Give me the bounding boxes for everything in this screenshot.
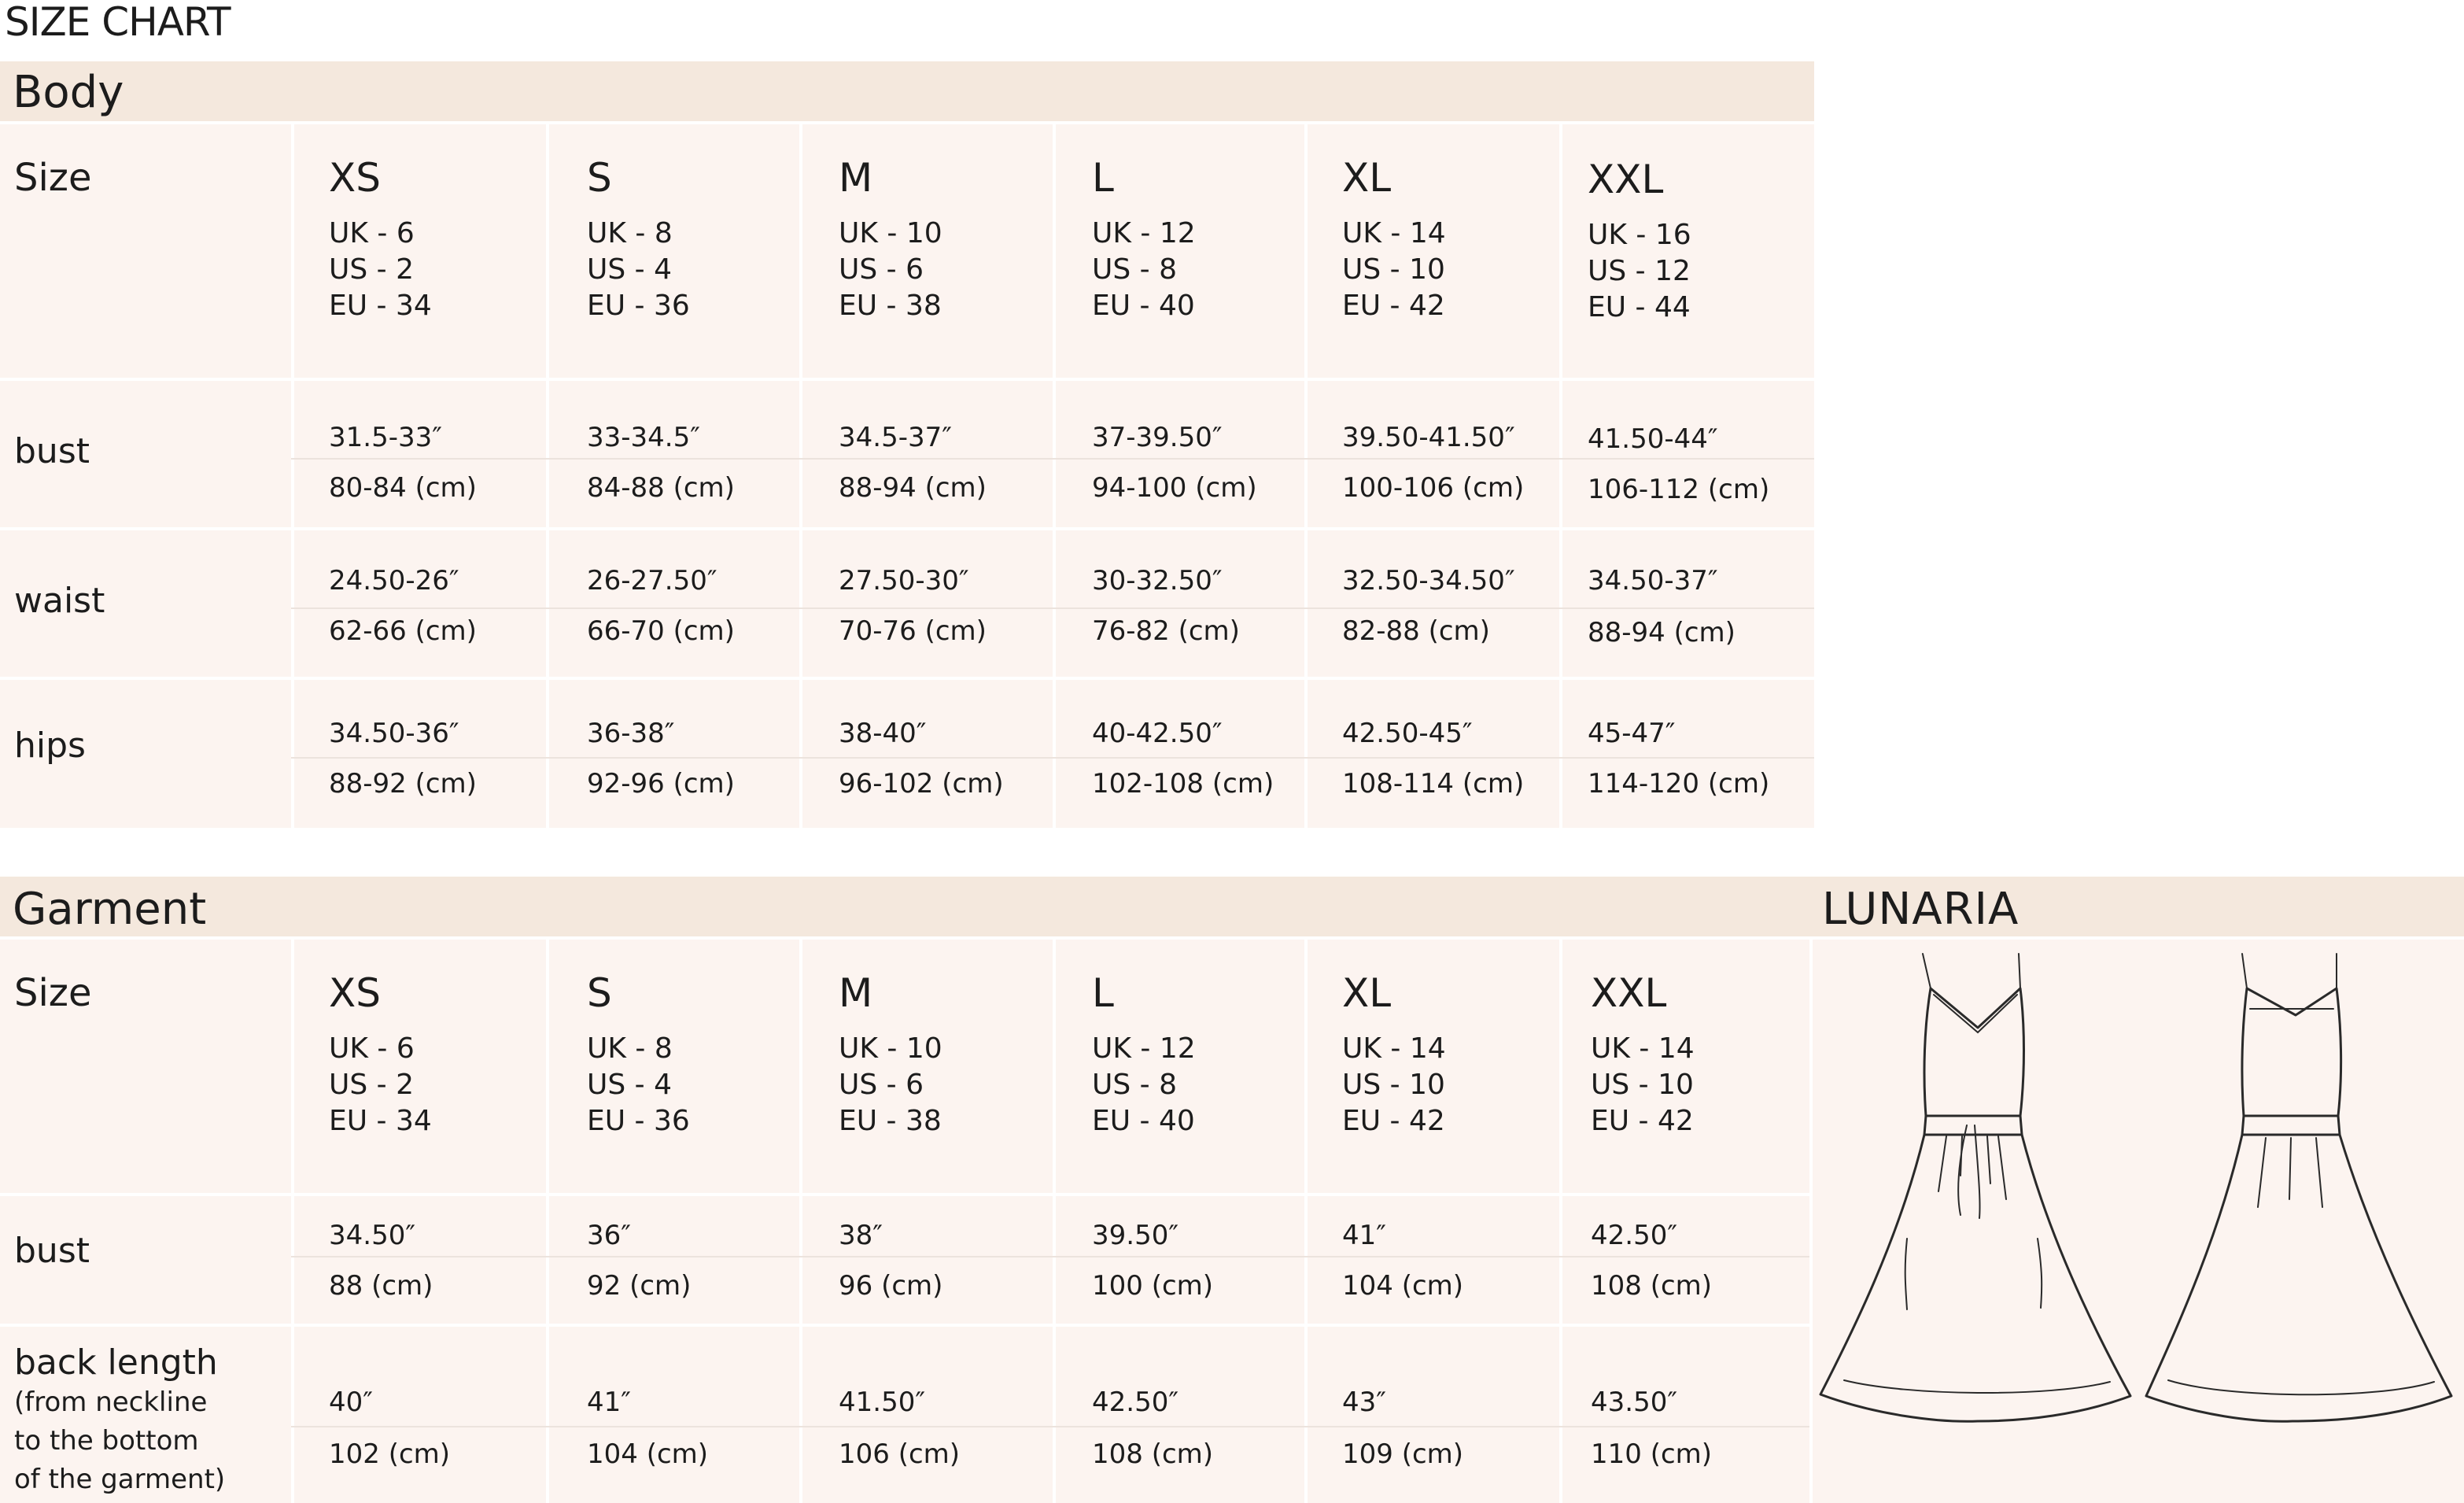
value-inches: 34.50″ bbox=[329, 1220, 416, 1251]
value-inches: 45-47″ bbox=[1588, 718, 1676, 749]
garment-size-label: Size bbox=[14, 971, 92, 1015]
value-cm: 80-84 (cm) bbox=[329, 472, 477, 504]
value-inches: 27.50-30″ bbox=[839, 565, 969, 596]
value-cm: 82-88 (cm) bbox=[1342, 615, 1490, 647]
value-cm: 96-102 (cm) bbox=[839, 768, 1004, 800]
body-size-col-xs bbox=[329, 156, 432, 324]
size-conversion: UK - 6 US - 2 EU - 34 bbox=[329, 217, 432, 322]
value-inches: 41.50-44″ bbox=[1588, 423, 1718, 455]
value-inches: 33-34.5″ bbox=[587, 422, 700, 453]
value-inches: 32.50-34.50″ bbox=[1342, 565, 1515, 596]
value-cm: 108-114 (cm) bbox=[1342, 768, 1525, 800]
value-inches: 39.50″ bbox=[1092, 1220, 1179, 1251]
value-inches: 39.50-41.50″ bbox=[1342, 422, 1515, 453]
value-cm: 110 (cm) bbox=[1591, 1438, 1713, 1470]
value-cm: 102 (cm) bbox=[329, 1438, 451, 1470]
row-label-waist: waist bbox=[14, 581, 105, 621]
value-cm: 84-88 (cm) bbox=[587, 472, 735, 504]
value-inches: 40″ bbox=[329, 1387, 373, 1418]
size-code: XS bbox=[329, 155, 381, 201]
row-label-bust: bust bbox=[14, 1231, 90, 1271]
size-code: XXL bbox=[1591, 970, 1667, 1016]
value-inches: 38″ bbox=[839, 1220, 883, 1251]
value-cm: 92 (cm) bbox=[587, 1270, 692, 1302]
row-label-hips: hips bbox=[14, 726, 86, 766]
value-inches: 37-39.50″ bbox=[1092, 422, 1223, 453]
value-cm: 108 (cm) bbox=[1591, 1270, 1713, 1302]
value-cm: 76-82 (cm) bbox=[1092, 615, 1240, 647]
row-label-note: (from neckline to the bottom of the garment) bbox=[14, 1387, 226, 1495]
value-inches: 38-40″ bbox=[839, 718, 927, 749]
size-conversion: UK - 14 US - 10 EU - 42 bbox=[1591, 1032, 1695, 1137]
value-cm: 100 (cm) bbox=[1092, 1270, 1214, 1302]
body-size-col-m bbox=[839, 156, 942, 324]
value-inches: 34.50-37″ bbox=[1588, 565, 1718, 596]
body-size-label: Size bbox=[14, 156, 92, 200]
value-cm: 96 (cm) bbox=[839, 1270, 943, 1302]
size-conversion: UK - 10 US - 6 EU - 38 bbox=[839, 217, 942, 322]
value-cm: 70-76 (cm) bbox=[839, 615, 987, 647]
value-cm: 109 (cm) bbox=[1342, 1438, 1464, 1470]
value-cm: 106-112 (cm) bbox=[1588, 474, 1770, 505]
size-code: L bbox=[1092, 155, 1114, 201]
size-conversion: UK - 14 US - 10 EU - 42 bbox=[1342, 1032, 1446, 1137]
value-cm: 62-66 (cm) bbox=[329, 615, 477, 647]
garment-size-col-m bbox=[839, 971, 942, 1139]
size-conversion: UK - 8 US - 4 EU - 36 bbox=[587, 217, 690, 322]
dress-back-view bbox=[2146, 954, 2451, 1421]
dress-front-view bbox=[1820, 954, 2130, 1421]
size-conversion: UK - 14 US - 10 EU - 42 bbox=[1342, 217, 1446, 322]
size-code: XXL bbox=[1588, 157, 1664, 202]
value-cm: 114-120 (cm) bbox=[1588, 768, 1770, 800]
value-inches: 41″ bbox=[587, 1387, 631, 1418]
size-conversion: UK - 12 US - 8 EU - 40 bbox=[1092, 217, 1196, 322]
value-inches: 30-32.50″ bbox=[1092, 565, 1223, 596]
size-conversion: UK - 8 US - 4 EU - 36 bbox=[587, 1032, 690, 1137]
garment-size-col-xl bbox=[1342, 971, 1446, 1139]
value-inches: 36″ bbox=[587, 1220, 631, 1251]
value-cm: 102-108 (cm) bbox=[1092, 768, 1274, 800]
size-code: L bbox=[1092, 970, 1114, 1016]
value-inches: 26-27.50″ bbox=[587, 565, 717, 596]
size-code: S bbox=[587, 970, 612, 1016]
value-cm: 66-70 (cm) bbox=[587, 615, 735, 647]
garment-section-header bbox=[0, 877, 2464, 936]
value-inches: 34.5-37″ bbox=[839, 422, 952, 453]
value-cm: 88 (cm) bbox=[329, 1270, 433, 1302]
row-label-back-length: back length bbox=[14, 1342, 218, 1383]
row-label-bust: bust bbox=[14, 431, 90, 471]
size-code: XL bbox=[1342, 970, 1392, 1016]
body-size-col-xxl bbox=[1588, 157, 1691, 326]
value-inches: 42.50-45″ bbox=[1342, 718, 1473, 749]
size-code: M bbox=[839, 155, 873, 201]
value-inches: 41″ bbox=[1342, 1220, 1386, 1251]
garment-section-title: Garment bbox=[13, 884, 207, 935]
value-inches: 36-38″ bbox=[587, 718, 675, 749]
value-cm: 88-94 (cm) bbox=[839, 472, 987, 504]
body-section-title: Body bbox=[13, 67, 124, 118]
value-cm: 104 (cm) bbox=[1342, 1270, 1464, 1302]
size-code: M bbox=[839, 970, 873, 1016]
value-cm: 100-106 (cm) bbox=[1342, 472, 1525, 504]
size-code: XS bbox=[329, 970, 381, 1016]
body-size-col-xl bbox=[1342, 156, 1446, 324]
size-code: XL bbox=[1342, 155, 1392, 201]
value-inches: 34.50-36″ bbox=[329, 718, 459, 749]
value-cm: 88-94 (cm) bbox=[1588, 617, 1735, 648]
garment-size-col-xxl bbox=[1591, 971, 1695, 1139]
brand-name: LUNARIA bbox=[1822, 884, 2020, 935]
size-conversion: UK - 16 US - 12 EU - 44 bbox=[1588, 219, 1691, 323]
value-inches: 24.50-26″ bbox=[329, 565, 459, 596]
value-cm: 106 (cm) bbox=[839, 1438, 961, 1470]
value-cm: 104 (cm) bbox=[587, 1438, 709, 1470]
garment-size-col-xs bbox=[329, 971, 432, 1139]
garment-size-col-s bbox=[587, 971, 690, 1139]
size-code: S bbox=[587, 155, 612, 201]
body-size-col-l bbox=[1092, 156, 1196, 324]
size-conversion: UK - 10 US - 6 EU - 38 bbox=[839, 1032, 942, 1137]
value-cm: 92-96 (cm) bbox=[587, 768, 735, 800]
value-cm: 94-100 (cm) bbox=[1092, 472, 1257, 504]
value-inches: 41.50″ bbox=[839, 1387, 926, 1418]
page-title: SIZE CHART bbox=[5, 0, 231, 45]
value-inches: 40-42.50″ bbox=[1092, 718, 1223, 749]
value-inches: 43″ bbox=[1342, 1387, 1386, 1418]
body-section-header bbox=[0, 61, 1814, 121]
value-inches: 42.50″ bbox=[1591, 1220, 1678, 1251]
value-cm: 88-92 (cm) bbox=[329, 768, 477, 800]
value-inches: 42.50″ bbox=[1092, 1387, 1179, 1418]
size-conversion: UK - 12 US - 8 EU - 40 bbox=[1092, 1032, 1196, 1137]
value-inches: 43.50″ bbox=[1591, 1387, 1678, 1418]
size-conversion: UK - 6 US - 2 EU - 34 bbox=[329, 1032, 432, 1137]
garment-size-col-l bbox=[1092, 971, 1196, 1139]
value-cm: 108 (cm) bbox=[1092, 1438, 1214, 1470]
value-inches: 31.5-33″ bbox=[329, 422, 442, 453]
dress-technical-drawing-icon bbox=[1813, 940, 2464, 1503]
body-size-col-s bbox=[587, 156, 690, 324]
